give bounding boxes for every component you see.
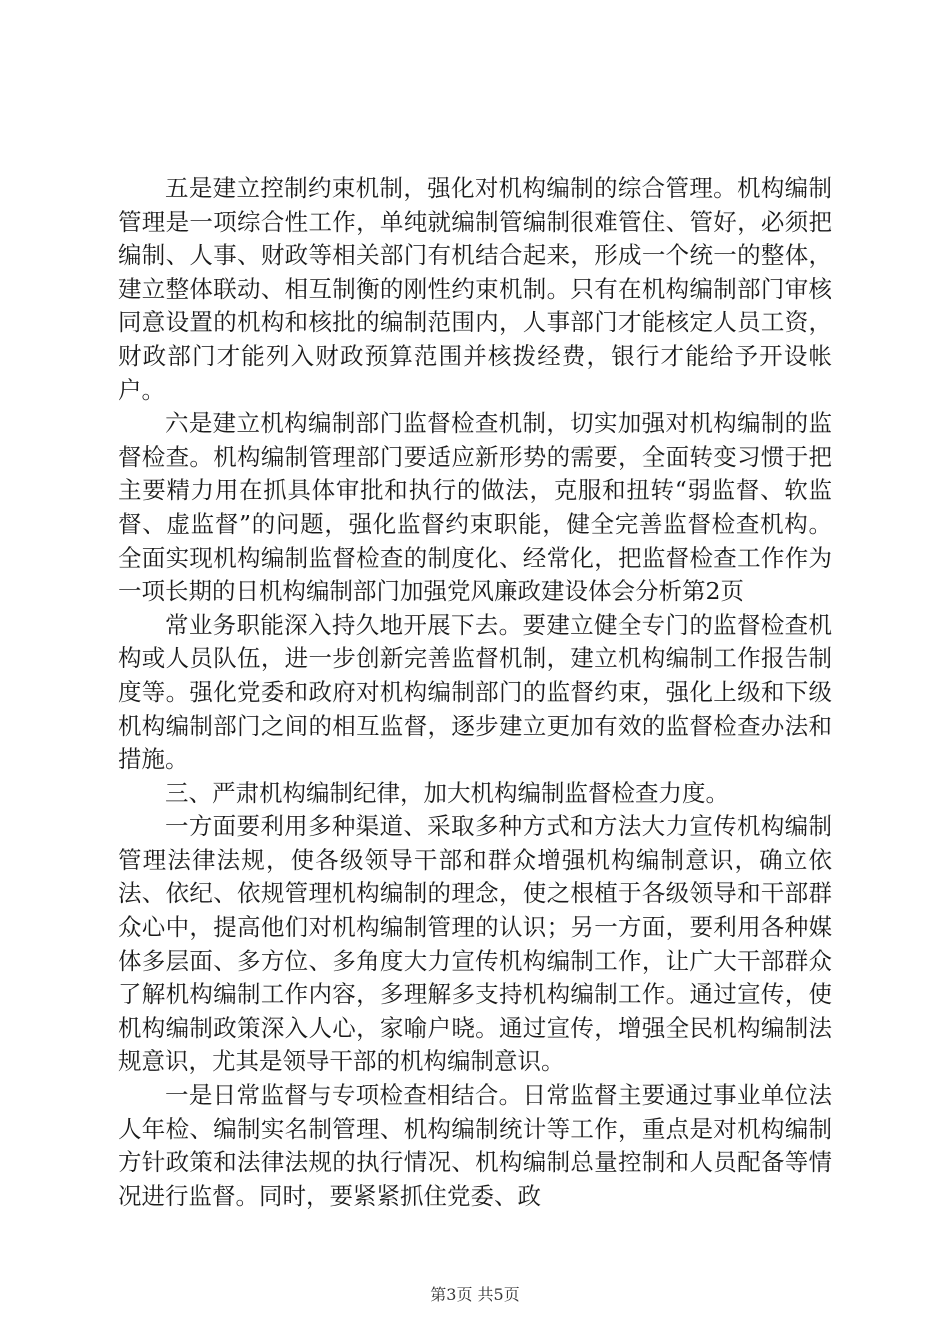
section-heading: 三、严肃机构编制纪律，加大机构编制监督检查力度。 [165, 778, 729, 807]
document-body [118, 172, 832, 1213]
paragraph-2: 六是建立机构编制部门监督检查机制，切实加强对机构编制的监督检查。机构编制管理部门要适应新形势的需要，全面转变习惯于把主要精力用在抓具体审批和执行的做法，克服和扭转“弱监督、软监督、虚监督”的问题，强化监督约束职能，健全完善监督检查机构。全面实现机构编制监督检查的制度化、经常化，把监督检查工作作为一项长期的日机构编制部门加强党风廉政建设体会分析第2页 [118, 409, 832, 606]
page-footer: 第3页 共5页 [430, 1285, 520, 1304]
paragraph-3: 常业务职能深入持久地开展下去。要建立健全专门的监督检查机构或人员队伍，进一步创新完善监督机制，建立机构编制工作报告制度等。强化党委和政府对机构编制部门的监督约束，强化上级和下级机构编制部门之间的相互监督，逐步建立更加有效的监督检查办法和措施。 [118, 610, 832, 774]
paragraph-6: 一是日常监督与专项检查相结合。日常监督主要通过事业单位法人年检、编制实名制管理、机构编制统计等工作，重点是对机构编制方针政策和法律法规的执行情况、机构编制总量控制和人员配备等情况进行监督。同时，要紧紧抓住党委、政 [118, 1081, 832, 1210]
paragraph-1: 五是建立控制约束机制，强化对机构编制的综合管理。机构编制管理是一项综合性工作，单纯就编制管编制很难管住、管好，必须把编制、人事、财政等相关部门有机结合起来，形成一个统一的整体，建立整体联动、相互制衡的刚性约束机制。只有在机构编制部门审核同意设置的机构和核批的编制范围内，人事部门才能核定人员工资，财政部门才能列入财政预算范围并核拨经费，银行才能给予开设帐户。 [118, 174, 832, 404]
paragraph-5: 一方面要利用多种渠道、采取多种方式和方法大力宣传机构编制管理法律法规，使各级领导干部和群众增强机构编制意识，确立依法、依纪、依规管理机构编制的理念，使之根植于各级领导和干部群众心中，提高他们对机构编制管理的认识；另一方面，要利用各种媒体多层面、多方位、多角度大力宣传机构编制工作，让广大干部群众了解机构编制工作内容，多理解多支持机构编制工作。通过宣传，使机构编制政策深入人心，家喻户晓。通过宣传，增强全民机构编制法规意识，尤其是领导干部的机构编制意识。 [118, 812, 832, 1076]
